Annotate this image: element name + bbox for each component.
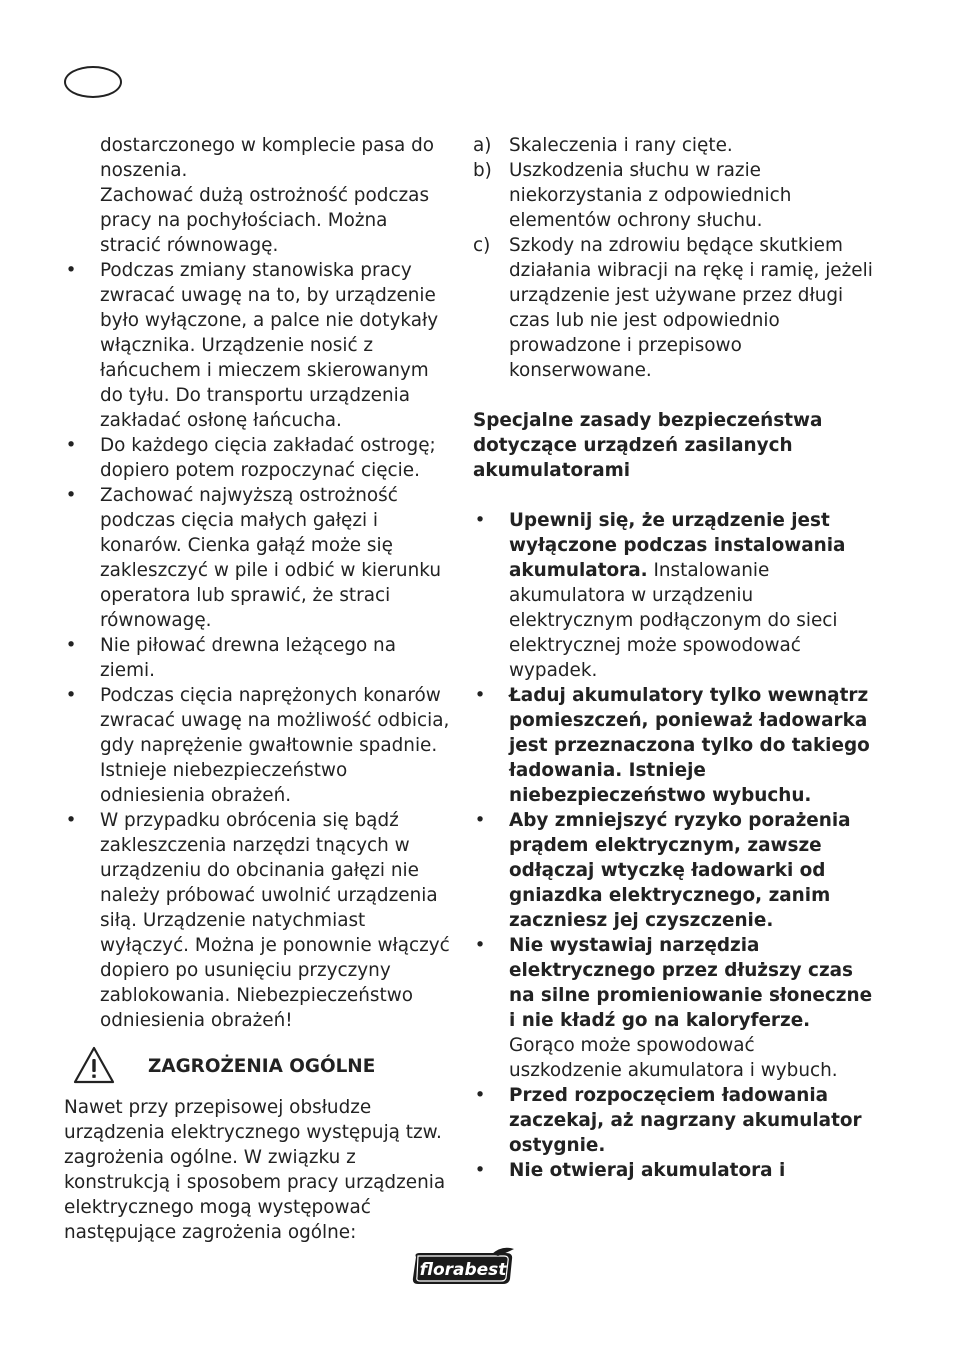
- list-item: a) Skaleczenia i rany cięte.: [473, 135, 733, 156]
- bullet-mark: •: [65, 435, 77, 456]
- bullet-mark: •: [474, 1160, 486, 1181]
- bullet-item: • Zachować najwyższą ostrożność podczas cięcia małych gałęzi i konarów. Cienka gałąź może się zakleszczyć w pile i odbić w kierunku operatora lub sprawić, że straci równowagę.: [65, 485, 441, 631]
- bullet-item: • Do każdego cięcia zakładać ostrogę; dopiero potem rozpoczynać cięcie.: [65, 435, 436, 481]
- list-item: b) Uszkodzenia słuchu w razie niekorzystania z odpowiednich elementów ochrony słuchu.: [473, 160, 792, 231]
- bullet-mark: •: [65, 685, 77, 706]
- bullet-item: • Nie piłować drewna leżącego na ziemi.: [65, 635, 396, 681]
- warning-triangle-icon: [72, 1045, 116, 1085]
- bullet-mark: •: [474, 685, 486, 706]
- bullet-item: • Ładuj akumulatory tylko wewnątrz pomieszczeń, ponieważ ładowarka jest przeznaczona tylko do takiego ładowania. Istnieje niebezpieczeństwo wybuchu.: [474, 685, 870, 806]
- bullet-item: • Podczas cięcia naprężonych konarów zwracać uwagę na możliwość odbicia, gdy naprężenie gwałtownie spadnie. Istnieje niebezpieczeństwo odniesienia obrażeń.: [65, 685, 450, 806]
- continuation-text: dostarczonego w komplecie pasa do noszenia.: [100, 135, 434, 181]
- right-column: [473, 133, 873, 1183]
- bullet-mark: •: [474, 1085, 486, 1106]
- bullet-item: • Nie wystawiaj narzędzia elektrycznego przez dłuższy czas na silne promieniowanie słoneczne i nie kładź go na kaloryferze. Gorąco może spowodować uszkodzenie akumulatora i wybuch.: [474, 935, 873, 1081]
- bullet-mark: •: [65, 485, 77, 506]
- warning-heading: ZAGROŻENIA OGÓLNE: [148, 1056, 376, 1077]
- general-hazards-paragraph: Nawet przy przepisowej obsłudze urządzenia elektrycznego występują tzw. zagrożenia ogólne. W związku z konstrukcją i sposobem pracy urządzenia elektrycznego mogą występować następujące zagrożenia ogólne:: [64, 1097, 446, 1243]
- bullet-item: • W przypadku obrócenia się bądź zakleszczenia narzędzi tnących w urządzeniu do obcinania gałęzi nie należy próbować uwolnić urządzenia siłą. Urządzenie natychmiast wyłączyć. Można je ponownie włączyć dopiero po usunięciu przyczyny zablokowania. Niebezpieczeństwo odniesienia obrażeń!: [65, 810, 450, 1031]
- list-item: c) Szkody na zdrowiu będące skutkiem działania wibracji na rękę i ramię, jeżeli urządzenie jest używane przez długi czas lub nie jest odpowiednio prowadzone i przepisowo konserwowane.: [473, 235, 873, 381]
- bullet-item: • Przed rozpoczęciem ładowania zaczekaj, aż nagrzany akumulator ostygnie.: [474, 1085, 862, 1156]
- bullet-mark: •: [65, 810, 77, 831]
- bullet-mark: •: [65, 635, 77, 656]
- bullet-item: • Podczas zmiany stanowiska pracy zwracać uwagę na to, by urządzenie było wyłączone, a palce nie dotykały włącznika. Urządzenie nosić z łańcuchem i mieczem skierowanym do tyłu. Do transportu urządzenia zakładać osłonę łańcucha.: [65, 260, 439, 431]
- bullet-mark: •: [474, 510, 486, 531]
- florabest-logo: [406, 1247, 520, 1289]
- bullet-item: • Nie otwieraj akumulatora i: [474, 1160, 786, 1181]
- logo-text: florabest: [419, 1260, 507, 1280]
- left-column: [64, 133, 454, 1245]
- language-badge: [64, 66, 122, 98]
- bullet-mark: •: [65, 260, 77, 281]
- section-heading: Specjalne zasady bezpieczeństwa dotyczące urządzeń zasilanych akumulatorami: [473, 410, 823, 481]
- bullet-item: • Upewnij się, że urządzenie jest wyłączone podczas instalowania akumulatora. Instalowanie akumulatora w urządzeniu elektrycznym podłączonym do sieci elektrycznej może spowodować wypadek.: [474, 510, 846, 681]
- warning-heading-row: [64, 1045, 454, 1093]
- bullet-mark: •: [474, 810, 486, 831]
- bullet-mark: •: [474, 935, 486, 956]
- bullet-item: • Aby zmniejszyć ryzyko porażenia prądem elektrycznym, zawsze odłączaj wtyczkę ładowarki od gniazdka elektrycznego, zanim zaczniesz jej czyszczenie.: [474, 810, 851, 931]
- continuation-text-2: Zachować dużą ostrożność podczas pracy na pochyłościach. Można stracić równowagę.: [100, 185, 430, 256]
